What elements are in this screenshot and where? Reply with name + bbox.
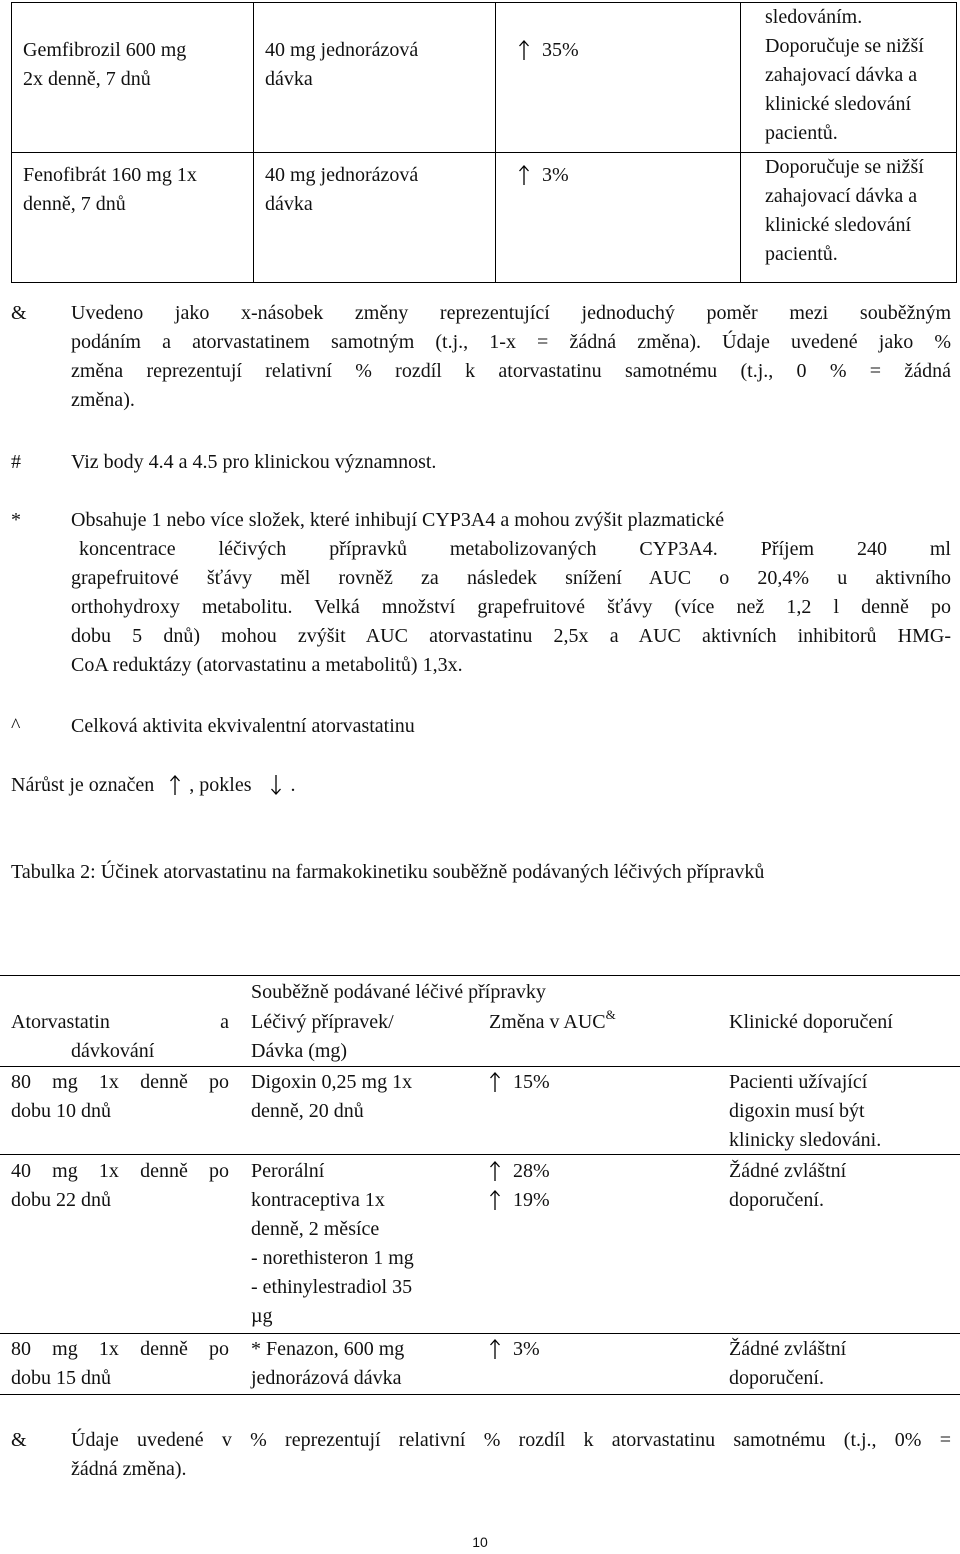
- row2-atorvastatin: [11, 1157, 229, 1215]
- text-line: dobu 10 dnů: [11, 1100, 111, 1122]
- recommendation-line: Doporučuje se nižší: [765, 35, 924, 57]
- arrow-legend: [11, 771, 951, 800]
- text-line: Léčivý přípravek/: [251, 1011, 394, 1033]
- text-line: digoxin musí být: [729, 1100, 865, 1122]
- recommendation-line: pacientů.: [765, 122, 838, 144]
- drug-line: Gemfibrozil 600 mg: [23, 39, 187, 61]
- footnote-symbol: *: [11, 509, 21, 531]
- drug-line: 2x denně, 7 dnů: [23, 68, 151, 90]
- footnote-ampersand: [11, 299, 951, 415]
- change-value: 15%: [513, 1071, 550, 1093]
- drug-cell: [12, 3, 254, 153]
- recommendation-line: sledováním.: [765, 6, 863, 28]
- text-line: podáním a atorvastatinem samotným (t.j., 1-x = žádná změna). Údaje uvedené jako %: [71, 331, 951, 353]
- text-line: CoA reduktázy (atorvastatinu a metabolitů) 1,3x.: [71, 654, 463, 676]
- header-atorvastatin: [11, 1008, 229, 1066]
- superscript: &: [605, 1007, 616, 1022]
- dose-line: dávka: [265, 193, 313, 215]
- change-line: [489, 1157, 550, 1186]
- header-recommendation: Klinické doporučení: [729, 1011, 893, 1033]
- arrow-up-icon: [489, 1190, 501, 1208]
- recommendation-line: klinické sledování: [765, 214, 912, 236]
- table-top-rule: [0, 975, 960, 976]
- dose-line: 40 mg jednorázová: [265, 164, 419, 186]
- table2-footnote: [11, 1426, 951, 1484]
- change-cell: [496, 153, 741, 283]
- row2-drug: [251, 1157, 414, 1331]
- dose-line: 40 mg jednorázová: [265, 39, 419, 61]
- recommendation-line: Doporučuje se nižší: [765, 156, 924, 178]
- footnote-symbol: &: [11, 302, 27, 324]
- text-line: Atorvastatin a: [11, 1011, 229, 1033]
- drug-line: denně, 7 dnů: [23, 193, 126, 215]
- footnote-text: [71, 1426, 951, 1455]
- text-line: orthohydroxy metabolitu. Velká množství grapefruitové šťávy (více než 1,2 l denně po: [71, 596, 951, 618]
- text-line: µg: [251, 1305, 273, 1327]
- row3-change: [489, 1335, 540, 1364]
- text-line: denně, 2 měsíce: [251, 1218, 380, 1240]
- text-line: doporučení.: [729, 1367, 824, 1389]
- change-cell: [496, 3, 741, 153]
- text-line: Obsahuje 1 nebo více složek, které inhibují CYP3A4 a mohou zvýšit plazmatické: [71, 509, 725, 531]
- text-line: jednorázová dávka: [251, 1367, 402, 1389]
- recommendation-cell: [741, 153, 957, 283]
- recommendation-line: klinické sledování: [765, 93, 912, 115]
- footnote-text: [71, 506, 951, 680]
- text-line: klinicky sledováni.: [729, 1129, 882, 1151]
- dose-cell: [254, 3, 496, 153]
- page-number: 10: [472, 1534, 488, 1550]
- text-line: - norethisteron 1 mg: [251, 1247, 414, 1269]
- change-value: 3%: [513, 1338, 540, 1360]
- text-line: Uvedeno jako x-násobek změny reprezentující jednoduchý poměr mezi souběžným: [71, 302, 951, 324]
- text-line: dávkování: [71, 1040, 155, 1062]
- recommendation-line: zahajovací dávka a: [765, 185, 918, 207]
- row-rule: [0, 1154, 960, 1155]
- text-line: Údaje uvedené v % reprezentují relativní % rozdíl k atorvastatinu samotnému (t.j., 0% =: [71, 1429, 951, 1451]
- text-line: 80 mg 1x denně po: [11, 1071, 229, 1093]
- text-line: Digoxin 0,25 mg 1x: [251, 1071, 413, 1093]
- legend-text: .: [290, 774, 296, 796]
- footnote-text: Celková aktivita ekvivalentní atorvastatinu: [71, 715, 415, 737]
- table-bottom-rule: [0, 1394, 960, 1395]
- row1-atorvastatin: [11, 1068, 229, 1126]
- text-line: doporučení.: [729, 1189, 824, 1211]
- text-line: grapefruitové šťávy měl rovněž za následek snížení AUC o 20,4% u aktivního: [71, 567, 951, 589]
- legend-text: Nárůst je označen: [11, 774, 160, 796]
- change-value: 19%: [513, 1189, 550, 1211]
- text-line: koncentrace léčivých přípravků metabolizovaných CYP3A4. Příjem 240 ml: [79, 538, 951, 560]
- change-value: 28%: [513, 1160, 550, 1182]
- text-line: žádná změna).: [71, 1458, 187, 1480]
- change-value: 3%: [542, 164, 569, 186]
- footnote-caret: [11, 712, 951, 741]
- footnote-asterisk: [11, 506, 951, 680]
- row2-recommendation: [729, 1157, 846, 1215]
- text-line: Perorální: [251, 1160, 325, 1182]
- arrow-up-icon: [169, 775, 181, 793]
- change-line: [489, 1186, 550, 1215]
- text-line: změna reprezentují relativní % rozdíl k atorvastatinu samotnému (t.j., 0 % = žádná: [71, 360, 951, 382]
- text-line: Žádné zvláštní: [729, 1338, 847, 1360]
- dose-line: dávka: [265, 68, 313, 90]
- row3-recommendation: [729, 1335, 846, 1393]
- row2-change: [489, 1157, 550, 1215]
- table-caption: Tabulka 2: Účinek atorvastatinu na farmakokinetiku souběžně podávaných léčivých přípravků: [11, 861, 765, 883]
- text-line: 40 mg 1x denně po: [11, 1160, 229, 1182]
- text-line: kontraceptiva 1x: [251, 1189, 385, 1211]
- header-drug: [251, 1008, 394, 1066]
- drug-line: Fenofibrát 160 mg 1x: [23, 164, 197, 186]
- footnote-hash: [11, 448, 951, 477]
- row3-atorvastatin: [11, 1335, 229, 1393]
- text-line: Pacienti užívající: [729, 1071, 868, 1093]
- table-row: [12, 153, 957, 283]
- group-header: Souběžně podávané léčivé přípravky: [251, 981, 546, 1003]
- text-line: Žádné zvláštní: [729, 1160, 847, 1182]
- text-line: - ethinylestradiol 35: [251, 1276, 413, 1298]
- arrow-up-icon: [489, 1161, 501, 1179]
- table-row: [12, 3, 957, 153]
- text-line: 80 mg 1x denně po: [11, 1338, 229, 1360]
- arrow-up-icon: [518, 165, 530, 183]
- footnote-text: [71, 299, 951, 415]
- footnote-symbol: &: [11, 1429, 27, 1451]
- recommendation-line: zahajovací dávka a: [765, 64, 918, 86]
- footnote-symbol: #: [11, 451, 21, 473]
- text-line: dobu 22 dnů: [11, 1189, 111, 1211]
- arrow-down-icon: [270, 775, 282, 793]
- text-line: změna).: [71, 389, 135, 411]
- arrow-up-icon: [489, 1072, 501, 1090]
- dose-cell: [254, 153, 496, 283]
- row1-recommendation: [729, 1068, 881, 1155]
- text-line: denně, 20 dnů: [251, 1100, 364, 1122]
- row-rule: [0, 1066, 960, 1067]
- recommendation-line: pacientů.: [765, 243, 838, 265]
- legend-text: , pokles: [189, 774, 257, 796]
- arrow-up-icon: [518, 40, 530, 58]
- interaction-table-1: [11, 2, 957, 283]
- text-line: dobu 15 dnů: [11, 1367, 111, 1389]
- row-rule: [0, 1333, 960, 1334]
- row1-drug: [251, 1068, 412, 1126]
- footnote-symbol: ^: [11, 715, 21, 737]
- recommendation-cell: [741, 3, 957, 153]
- row1-change: [489, 1068, 550, 1097]
- change-value: 35%: [542, 39, 579, 61]
- row3-drug: [251, 1335, 404, 1393]
- text-line: Dávka (mg): [251, 1040, 348, 1062]
- text-line: dobu 5 dnů) mohou zvýšit AUC atorvastatinu 2,5x a AUC aktivních inhibitorů HMG-: [71, 625, 951, 647]
- text-line: Změna v AUC: [489, 1011, 606, 1033]
- drug-cell: [12, 153, 254, 283]
- footnote-text: Viz body 4.4 a 4.5 pro klinickou významnost.: [71, 451, 437, 473]
- arrow-up-icon: [489, 1339, 501, 1357]
- text-line: * Fenazon, 600 mg: [251, 1338, 405, 1360]
- header-auc-change: [489, 1008, 616, 1037]
